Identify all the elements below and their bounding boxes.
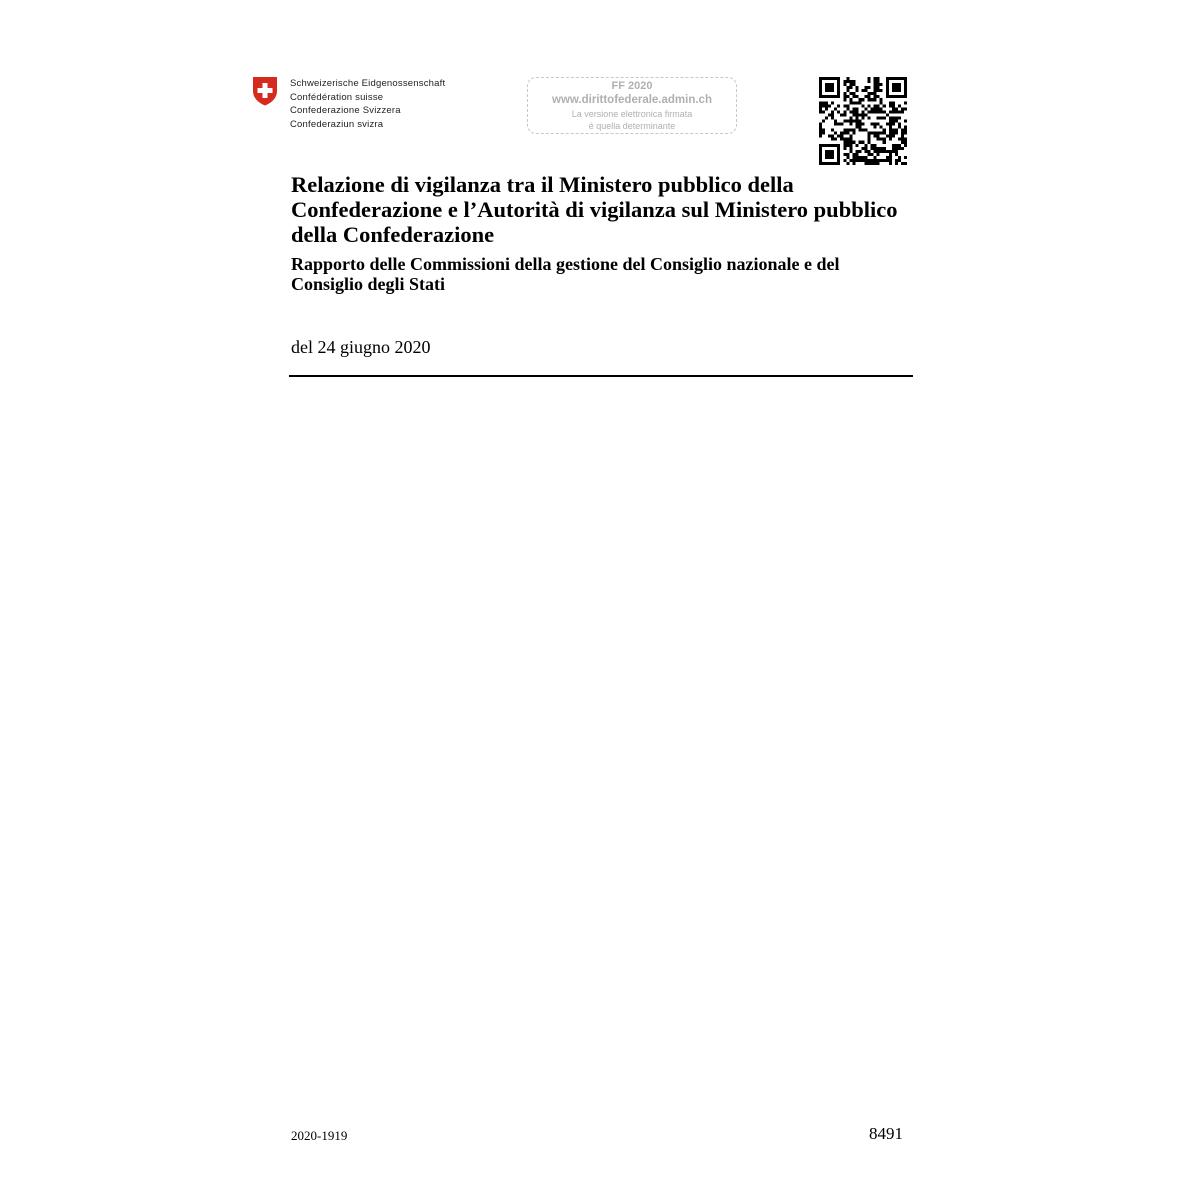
document-number: 2020-1919 <box>291 1128 348 1143</box>
federal-gazette-stamp <box>527 77 737 134</box>
document-date: del 24 giugno 2020 <box>291 337 431 357</box>
header-divider <box>289 375 913 377</box>
page-number: 8491 <box>869 1124 903 1143</box>
stamp-note-line-2: è quella determinante <box>588 121 676 131</box>
confederation-name-fr: Confédération suisse <box>290 91 384 103</box>
confederation-name-it: Confederazione Svizzera <box>290 105 401 116</box>
stamp-title: FF 2020 <box>611 80 653 92</box>
document-title: Relazione di vigilanza tra il Ministero pubblico della Confederazione e l’Autorità di vigilanza sul Ministero pubblico della Confederazione <box>291 172 898 247</box>
stamp-url: www.dirittofederale.admin.ch <box>552 94 712 106</box>
document-subtitle: Rapporto delle Commissioni della gestione del Consiglio nazionale e del Consiglio degli Stati <box>291 254 840 294</box>
confederation-name-rm: Confederaziun svizra <box>290 118 384 130</box>
stamp-note-line-1: La versione elettronica firmata <box>571 109 693 119</box>
confederation-names <box>290 77 445 131</box>
qr-code-icon <box>819 77 907 165</box>
confederation-name-de: Schweizerische Eidgenossenschaft <box>290 78 446 89</box>
swiss-cross-shield-icon <box>252 76 278 106</box>
